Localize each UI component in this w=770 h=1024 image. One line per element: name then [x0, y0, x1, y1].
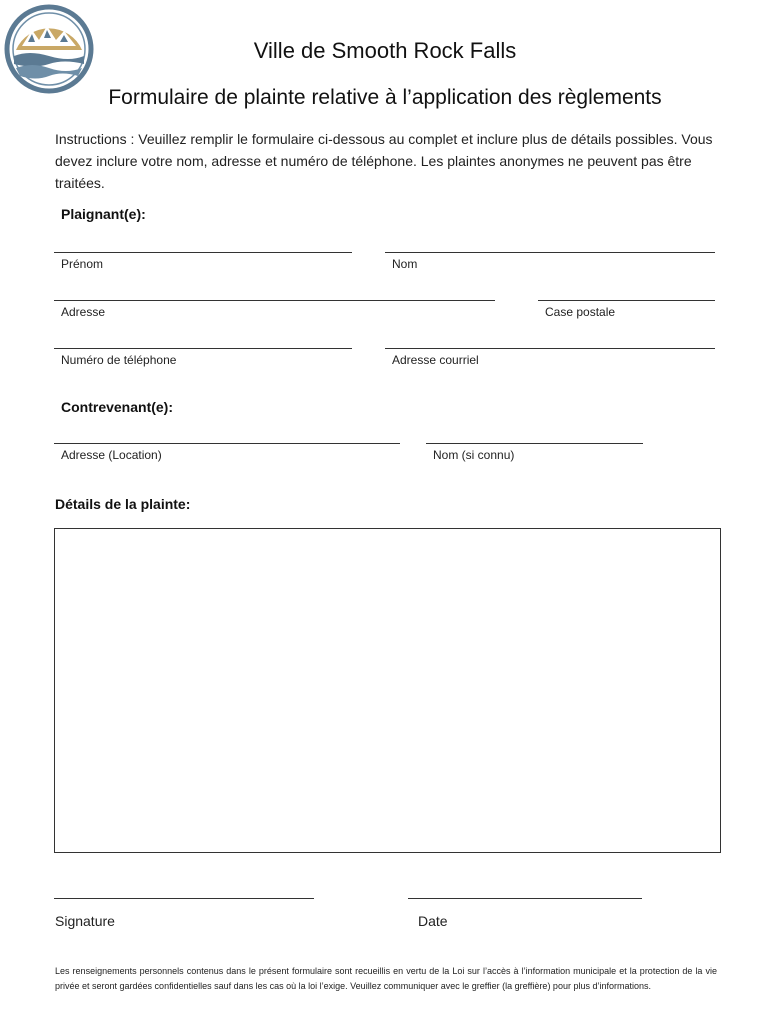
complainant-heading: Plaignant(e):	[61, 206, 146, 222]
offender-heading: Contrevenant(e):	[61, 399, 174, 415]
complaint-details-box[interactable]	[54, 528, 721, 853]
po-box-label: Case postale	[545, 305, 616, 319]
first-name-field[interactable]	[54, 252, 352, 253]
offender-name-label: Nom (si connu)	[433, 448, 515, 462]
address-label: Adresse	[61, 305, 106, 319]
signature-label: Signature	[55, 913, 115, 929]
last-name-field[interactable]	[385, 252, 715, 253]
form-title: Formulaire de plainte relative à l’application des règlements	[108, 86, 662, 109]
email-field[interactable]	[385, 348, 715, 349]
municipality-title: Ville de Smooth Rock Falls	[253, 38, 517, 63]
signature-field[interactable]	[54, 898, 314, 899]
location-label: Adresse (Location)	[61, 448, 162, 462]
phone-label: Numéro de téléphone	[61, 353, 177, 367]
instructions-text: Instructions : Veuillez remplir le formulaire ci-dessous au complet et inclure plus de détails possibles. Vous devez inclure votre nom, adresse et numéro de téléphone. Les plaintes anonymes ne peuvent pas être traitées.	[55, 131, 713, 191]
date-label: Date	[418, 913, 448, 929]
first-name-label: Prénom	[61, 257, 104, 271]
date-field[interactable]	[408, 898, 642, 899]
privacy-notice: Les renseignements personnels contenus dans le présent formulaire sont recueillis en vertu de la Loi sur l’accès à l’information municipale et la protection de la vie privée et seront gardées confidentielles sauf dans les cas où la loi l’exige. Veuillez communiquer avec le greffier (la greffière) pour plus d’informations.	[55, 966, 717, 991]
location-field[interactable]	[54, 443, 400, 444]
phone-field[interactable]	[54, 348, 352, 349]
offender-name-field[interactable]	[426, 443, 643, 444]
last-name-label: Nom	[392, 257, 418, 271]
email-label: Adresse courriel	[392, 353, 479, 367]
address-field[interactable]	[54, 300, 495, 301]
po-box-field[interactable]	[538, 300, 715, 301]
details-heading: Détails de la plainte:	[55, 496, 191, 512]
